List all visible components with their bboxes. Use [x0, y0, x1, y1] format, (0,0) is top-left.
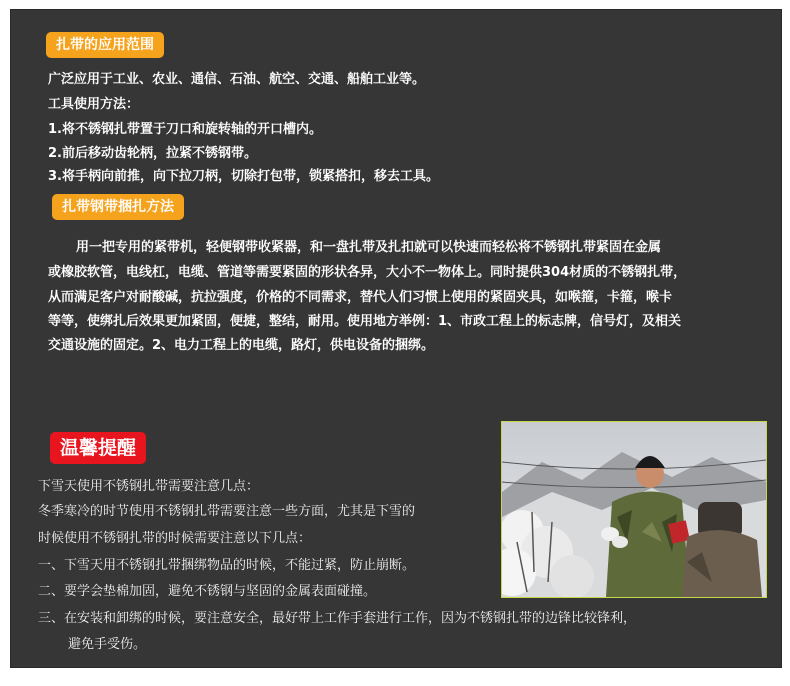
method-line-2: 或橡胶软管，电线杠，电缆、管道等需要紧固的形状各异，大小不一物体上。同时提供304材质的不锈钢扎带，: [48, 265, 687, 280]
scope-line-5: 3.将手柄向前推，向下拉刀柄，切除打包带，锁紧搭扣，移去工具。: [48, 169, 439, 184]
method-line-4: 等等，使绑扎后效果更加紧固，便捷，整结，耐用。使用地方举例：1、市政工程上的标志牌，信号灯，及相关: [48, 314, 682, 329]
reminder-line-2: 冬季寒冷的时节使用不锈钢扎带需要注意一些方面，尤其是下雪的: [38, 504, 416, 519]
scope-line-2: 工具使用方法：: [48, 97, 140, 112]
scope-line-3: 1.将不锈钢扎带置于刀口和旋转轴的开口槽内。: [48, 122, 322, 137]
warm-reminder-badge: 温馨提醒: [50, 432, 146, 464]
reminder-line-4: 一、下雪天用不锈钢扎带捆绑物品的时候，不能过紧，防止崩断。: [38, 558, 416, 573]
reminder-line-1: 下雪天使用不锈钢扎带需要注意几点：: [38, 479, 260, 494]
method-line-3: 从而满足客户对耐酸碱，抗拉强度，价格的不同需求，替代人们习惯上使用的紧固夹具，如喉箍，卡箍，喉卡: [48, 290, 673, 305]
reminder-line-6: 三、在安装和卸绑的时候，要注意安全，最好带上工作手套进行工作，因为不锈钢扎带的边锋比较锋利，: [38, 611, 637, 626]
scope-line-1: 广泛应用于工业、农业、通信、石油、航空、交通、船舶工业等。: [48, 72, 426, 87]
reminder-line-7: 避免手受伤。: [68, 637, 147, 652]
reminder-line-3: 时候使用不锈钢扎带的时候需要注意以下几点：: [38, 531, 312, 546]
bundling-method-badge: 扎带钢带捆扎方法: [52, 194, 184, 220]
application-scope-badge: 扎带的应用范围: [46, 32, 164, 58]
snow-workers-photo: [501, 421, 767, 598]
method-line-5: 交通设施的固定。2、电力工程上的电缆，路灯，供电设备的捆绑。: [48, 338, 435, 353]
scope-line-4: 2.前后移动齿轮柄，拉紧不锈钢带。: [48, 146, 257, 161]
method-line-1: 用一把专用的紧带机，轻便钢带收紧器，和一盘扎带及扎扣就可以快速而轻松将不锈钢扎带紧固在金属: [76, 240, 662, 255]
reminder-line-5: 二、要学会垫棉加固，避免不锈钢与坚固的金属表面碰撞。: [38, 584, 377, 599]
